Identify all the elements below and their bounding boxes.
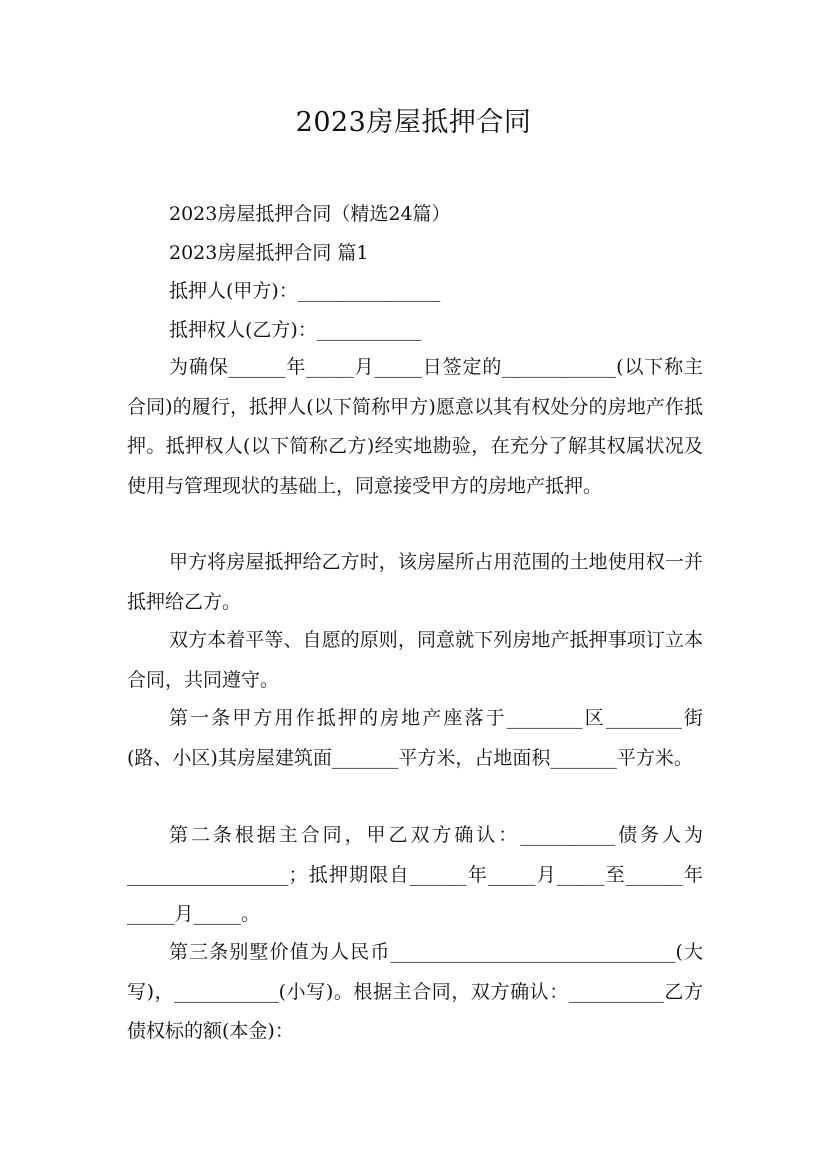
section-heading: 2023房屋抵押合同 篇1 (169, 242, 369, 264)
paragraph-land-use: 甲方将房屋抵押给乙方时，该房屋所占用范围的土地使用权一并抵押给乙方。 (127, 551, 703, 613)
paragraph-purpose: 为确保______年_____月_____日签定的____________(以下称主合同)的履行，抵押人(以下简称甲方)愿意以其有权处分的房地产作抵押。抵押权人(以下简称乙方)经实地勘验，在充分了解其权属状况及使用与管理现状的基础上，同意接受甲方的房地产抵押。 (127, 356, 703, 497)
article-1: 第一条甲方用作抵押的房地产座落于________区________街(路、小区)其房屋建筑面_______平方米，占地面积_______平方米。 (127, 707, 703, 769)
subtitle-line: 2023房屋抵押合同（精选24篇） (169, 203, 451, 225)
article-3: 第三条别墅价值为人民币______________________________(大写)，___________(小写)。根据主合同，双方确认：__________乙方债权标的额(本金)： (127, 941, 703, 1042)
paragraph-principle: 双方本着平等、自愿的原则，同意就下列房地产抵押事项订立本合同，共同遵守。 (127, 629, 703, 691)
mortgagor-line: 抵押人(甲方)：_______________ (169, 280, 441, 302)
mortgagee-line: 抵押权人(乙方)：___________ (169, 319, 422, 341)
article-2: 第二条根据主合同，甲乙双方确认：__________债务人为_________________；抵押期限自______年_____月_____至______年_____月_____。 (127, 824, 703, 925)
document-title: 2023房屋抵押合同 (295, 107, 532, 138)
